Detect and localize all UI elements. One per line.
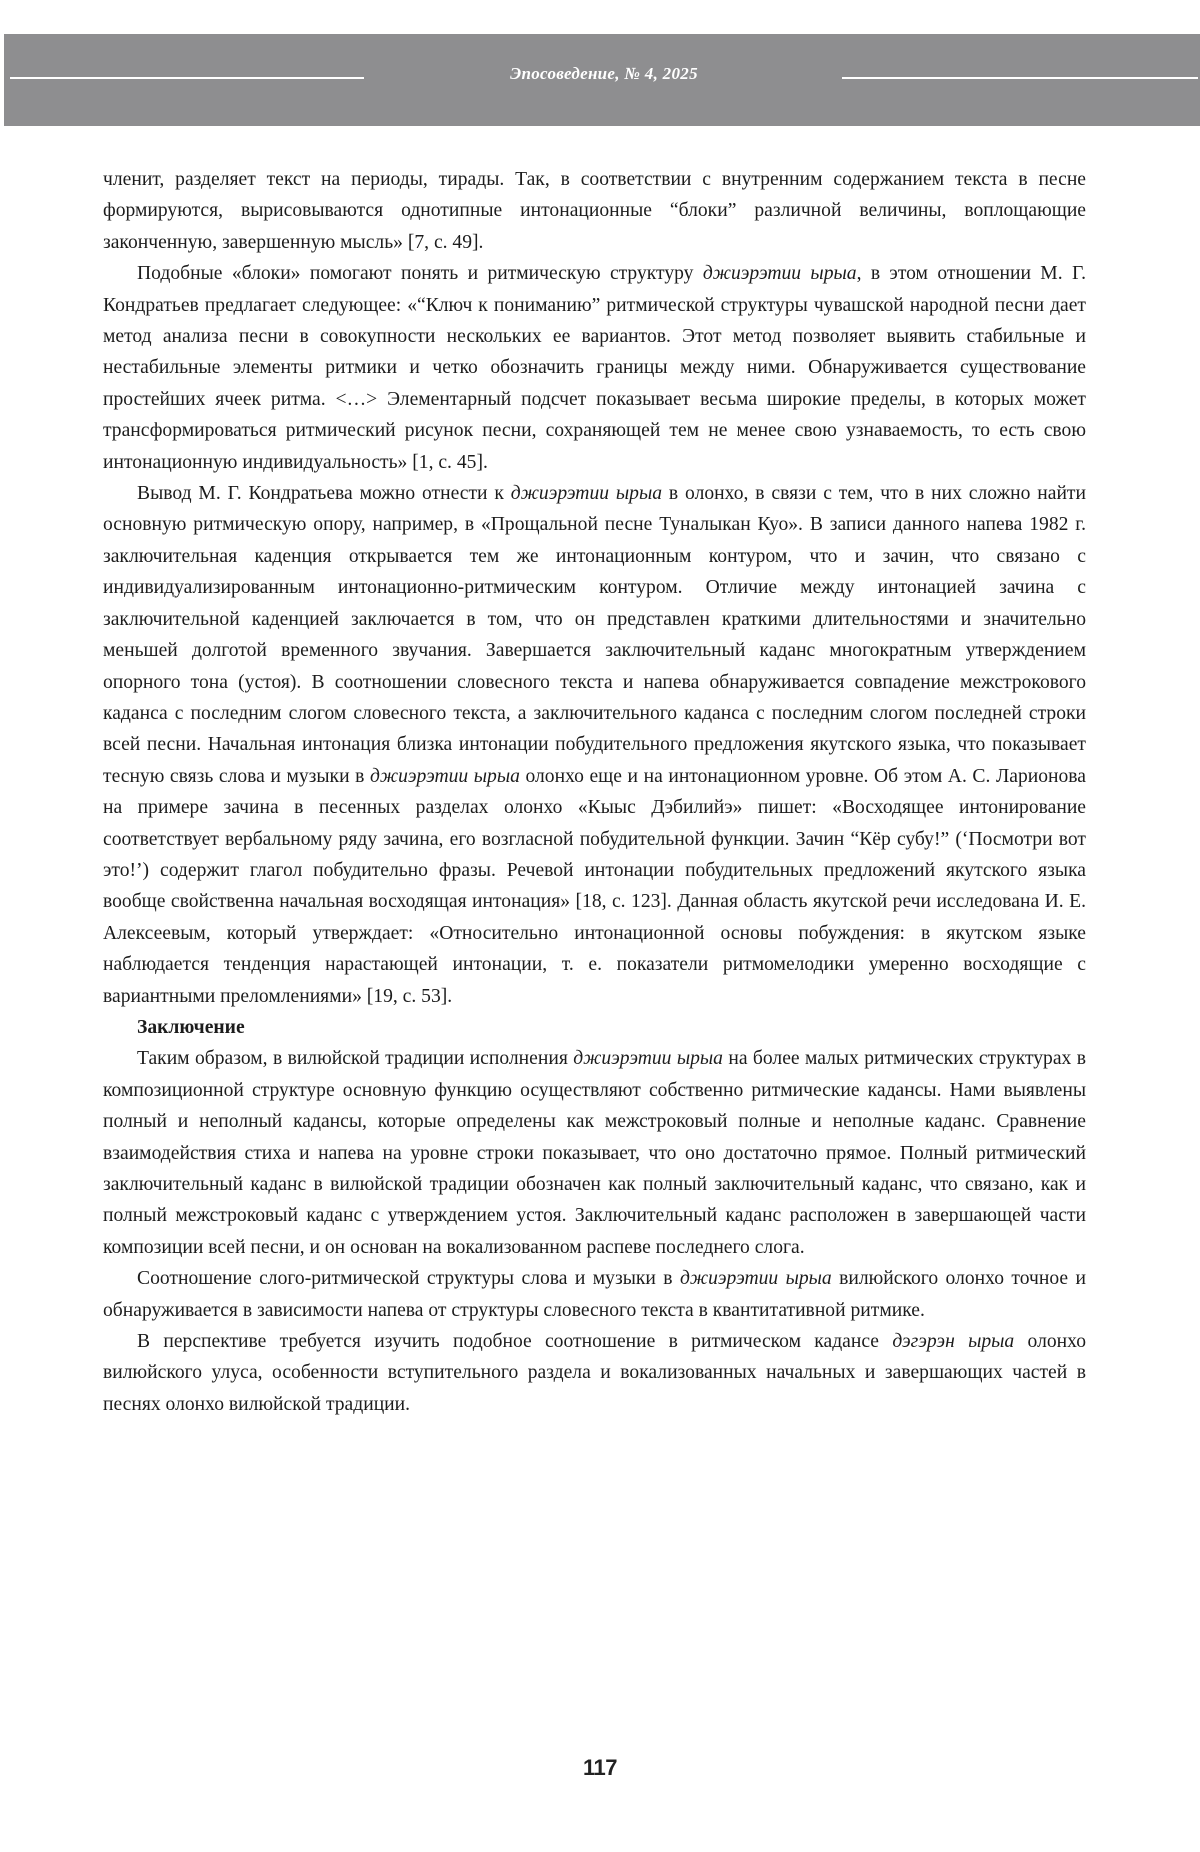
italic-term: джиэрэтии ырыа [369, 765, 520, 787]
text-run: Таким образом, в вилюйской традиции исполнения [137, 1048, 574, 1070]
page-number: 117 [583, 1755, 617, 1780]
heading-text: Заключение [137, 1016, 245, 1038]
paragraph-blocks [103, 258, 1086, 478]
text-run: в олонхо, в связи с тем, что в них сложно найти основную ритмическую опору, например, в «Прощальной песне Туналыкан Куо». В записи данного напева 1982 г. заключительная каденция открывается тем же интонационным контуром, что и зачин, что связано с индивидуализированным интонационно-ритмическим контуром. Отличие между интонацией зачина с заключительной каденцией заключается в том, что он представлен краткими длительностями и значительно меньшей долготой временного звучания. Завершается заключительный каданс многократным утверждением опорного тона (устоя). В соотношении словесного текста и напева обнаруживается совпадение межстрокового каданса с последним слогом словесного текста, а заключительного каданса с последним слогом последней строки всей песни. Начальная интонация близка интонации побудительного предложения якутского языка, что показывает тесную связь слова и музыки в [103, 483, 1086, 787]
paragraph-conclusion-1 [103, 1043, 1086, 1263]
paragraph-continuation [103, 164, 1086, 258]
paragraph-kondratyev-conclusion [103, 478, 1086, 1012]
header-rule-right [842, 77, 1198, 79]
italic-term: джиэрэтии ырыа [510, 483, 663, 505]
italic-term: дэгэрэн ырыа [892, 1331, 1015, 1353]
text-run: олонхо вилюйского улуса, особенности вступительного раздела и вокализованных начальных и завершающих частей в песнях олонхо вилюйской традиции. [103, 1331, 1086, 1415]
italic-term: джиэрэтии ырыа [702, 263, 857, 285]
text-run: Вывод М. Г. Кондратьева можно отнести к [137, 483, 511, 505]
text-run: Подобные «блоки» помогают понять и ритмическую структуру [137, 263, 703, 285]
article-body [103, 164, 1086, 1420]
running-header [4, 34, 1200, 126]
text-run: В перспективе требуется изучить подобное соотношение в ритмическом кадансе [137, 1331, 893, 1353]
text-run: членит, разделяет текст на периоды, тирады. Так, в соответствии с внутренним содержанием текста в песне формируются, вырисовываются однотипные интонационные “блоки” различной величины, воплощающие законченную, завершенную мысль» [7, с. 49]. [103, 169, 1086, 253]
text-run: вилюйского олонхо точное и обнаруживается в зависимости напева от структуры словесного текста в квантитативной ритмике. [103, 1268, 1086, 1321]
italic-term: джиэрэтии ырыа [573, 1048, 723, 1070]
section-heading-conclusion [103, 1012, 1086, 1043]
text-run: на более малых ритмических структурах в композиционной структуре основную функцию осуществляют собственно ритмические кадансы. Нами выявлены полный и неполный кадансы, которые определены как межстроковый полные и неполные каданс. Сравнение взаимодействия стиха и напева на уровне строки показывает, что оно достаточно прямое. Полный ритмический заключительный каданс в вилюйской традиции обозначен как полный заключительный каданс, что связано, как и полный межстроковый каданс с утверждением устоя. Заключительный каданс расположен в завершающей части композиции всей песни, и он основан на вокализованном распеве последнего слога. [103, 1048, 1086, 1258]
journal-title: Эпосоведение, № 4, 2025 [510, 64, 698, 83]
text-run: , в этом отношении М. Г. Кондратьев предлагает следующее: «“Ключ к пониманию” ритмической структуры чувашской народной песни дает метод анализа песни в совокупности нескольких ее вариантов. Этот метод позволяет выявить стабильные и нестабильные элементы ритмики и четко обозначить границы между ними. Обнаруживается существование простейших ячеек ритма. <…> Элементарный подсчет показывает весьма широкие пределы, в которых может трансформироваться ритмический рисунок песни, сохраняющей тем не менее свою узнаваемость, то есть свою интонационную индивидуальность» [1, с. 45]. [103, 263, 1086, 473]
header-rule-left [10, 77, 364, 79]
italic-term: джиэрэтии ырыа [679, 1268, 832, 1290]
paragraph-conclusion-2 [103, 1263, 1086, 1326]
text-run: олонхо еще и на интонационном уровне. Об этом А. С. Ларионова на примере зачина в песенных разделах олонхо «Кыыс Дэбилийэ» пишет: «Восходящее интонирование соответствует вербальному ряду зачина, его возгласной побудительной функции. Зачин “Кёр субу!” (‘Посмотри вот это!’) содержит глагол побудительно фразы. Речевой интонации побудительных предложений якутского языка вообще свойственна начальная восходящая интонация» [18, с. 123]. Данная область якутской речи исследована И. Е. Алексеевым, который утверждает: «Относительно интонационной основы побуждения: в якутском языке наблюдается тенденция нарастающей интонации, т. е. показатели ритмомелодики умеренно восходящие с вариантными преломлениями» [19, с. 53]. [103, 765, 1086, 1007]
paragraph-conclusion-3 [103, 1326, 1086, 1420]
text-run: Соотношение слого-ритмической структуры слова и музыки в [137, 1268, 680, 1290]
